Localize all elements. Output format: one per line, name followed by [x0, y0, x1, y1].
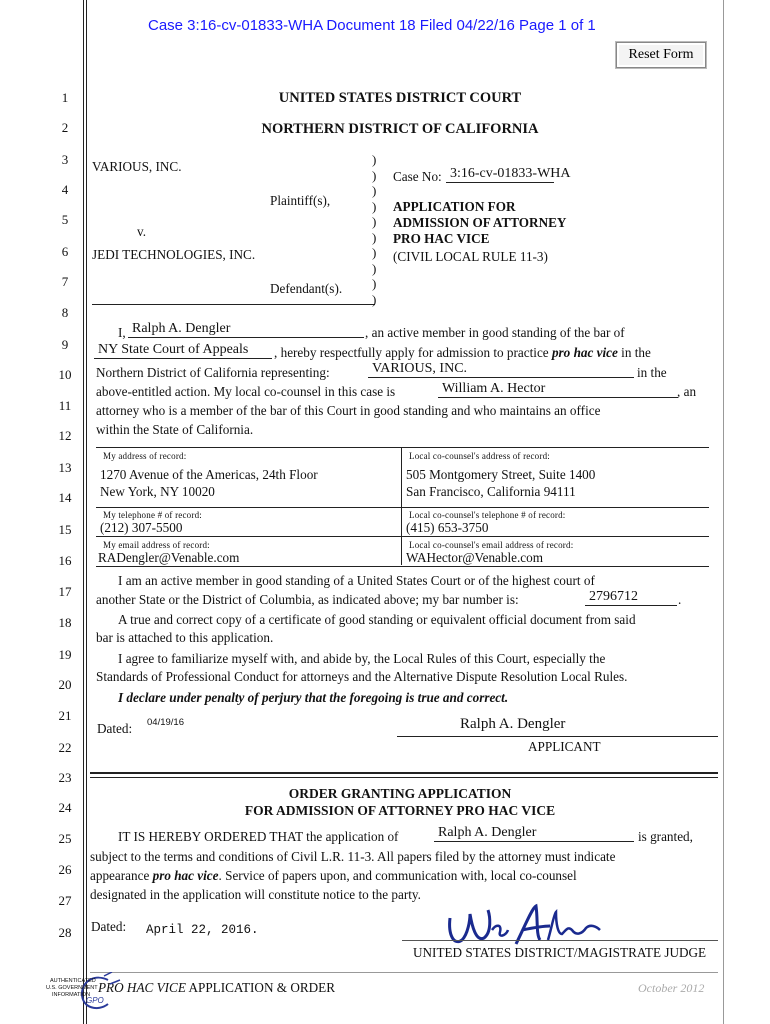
cc-phone-field[interactable]: (415) 653-3750 — [406, 520, 489, 535]
cc-email-label: Local co-counsel's email address of record: — [409, 540, 574, 550]
decl-p2-line1: A true and correct copy of a certificate of good standing or equivalent official document from said — [118, 612, 636, 627]
footer-right: October 2012 — [638, 981, 705, 995]
line-number: 24 — [58, 800, 72, 815]
court-name: UNITED STATES DISTRICT COURT — [278, 90, 522, 106]
representing-suffix: in the — [637, 365, 667, 380]
court-district: NORTHERN DISTRICT OF CALIFORNIA — [261, 121, 539, 137]
applicant-name-field[interactable]: Ralph A. Dengler — [128, 321, 364, 338]
within-line: within the State of California. — [96, 422, 254, 437]
case-no-label: Case No: — [393, 169, 442, 184]
applicant-signature-line — [397, 736, 718, 737]
line-number: 1 — [61, 90, 69, 105]
plaintiff-name: VARIOUS, INC. — [92, 159, 182, 174]
gpo-authentication-seal — [46, 972, 126, 1014]
table-top-rule — [96, 447, 709, 448]
line-number: 12 — [58, 428, 72, 443]
line-number: 11 — [58, 398, 72, 413]
cc-address-line2[interactable]: San Francisco, California 94111 — [406, 484, 576, 499]
cocounsel-suffix: , an — [677, 384, 697, 399]
line-number: 21 — [58, 708, 72, 723]
order-dated-label: Dated: — [91, 919, 127, 934]
applicant-label: APPLICANT — [528, 739, 601, 754]
decl-p3-line2: Standards of Professional Conduct for attorneys and the Alternative Dispute Resolution Local Rules. — [96, 669, 628, 684]
my-phone-label: My telephone # of record: — [103, 510, 202, 520]
caption-title-2: ADMISSION OF ATTORNEY — [393, 215, 567, 230]
gpo-text-1: AUTHENTICATED — [50, 978, 96, 984]
order-line3: appearance pro hac vice. Service of papers upon, and communication with, local co-counsel — [90, 868, 577, 883]
bar-number-field[interactable]: 2796712 — [585, 589, 677, 606]
line-number: 7 — [61, 274, 69, 289]
order-dated-value[interactable]: April 22, 2016. — [146, 923, 259, 937]
defendant-label: Defendant(s). — [270, 281, 343, 296]
caption-title-3: PRO HAC VICE — [393, 231, 490, 246]
line-number: 6 — [61, 244, 69, 259]
order-line1-suffix: is granted, — [638, 829, 693, 844]
member-text: , an active member in good standing of the bar of — [365, 325, 625, 340]
order-rule-bottom — [90, 777, 718, 778]
caption-title-4: (CIVIL LOCAL RULE 11-3) — [393, 249, 548, 264]
line-number: 25 — [58, 831, 72, 846]
cc-phone-label: Local co-counsel's telephone # of record: — [409, 510, 566, 520]
left-margin-rule-inner — [86, 0, 87, 1024]
bar-of-field[interactable]: NY State Court of Appeals — [94, 342, 272, 359]
cocounsel-prefix: above-entitled action. My local co-counsel in this case is — [96, 384, 396, 399]
decl-p3-line1: I agree to familiarize myself with, and abide by, the Local Rules of this Court, especially the — [118, 651, 606, 666]
line-number: 2 — [61, 120, 69, 135]
line-number: 26 — [58, 862, 72, 877]
decl-p1-line1: I am an active member in good standing of a United States Court or of the highest court of — [118, 573, 595, 588]
attorney-line: attorney who is a member of the bar of this Court in good standing and who maintains an office — [96, 403, 601, 418]
representing-prefix: Northern District of California representing: — [96, 365, 330, 380]
order-line4: designated in the application will constitute notice to the party. — [90, 887, 421, 902]
case-stamp: Case 3:16-cv-01833-WHA Document 18 Filed 04/22/16 Page 1 of 1 — [148, 17, 596, 34]
gpo-mark: GPO — [86, 996, 104, 1005]
cc-email-field[interactable]: WAHector@Venable.com — [406, 550, 544, 565]
line-number: 23 — [58, 770, 72, 785]
line-number: 4 — [61, 182, 69, 197]
order-title-2: FOR ADMISSION OF ATTORNEY PRO HAC VICE — [244, 803, 556, 818]
apply-text: , hereby respectfully apply for admission to practice pro hac vice in the — [274, 345, 651, 360]
my-email-label: My email address of record: — [103, 540, 210, 550]
right-margin-rule — [723, 0, 724, 1024]
i-prefix: I, — [118, 325, 126, 340]
footer-rule — [90, 972, 718, 973]
line-number: 15 — [58, 522, 72, 537]
footer-left: PRO HAC VICE APPLICATION & ORDER — [98, 980, 336, 995]
judge-label: UNITED STATES DISTRICT/MAGISTRATE JUDGE — [413, 945, 707, 960]
order-applicant-field[interactable]: Ralph A. Dengler — [434, 825, 634, 842]
line-number: 22 — [58, 740, 72, 755]
line-number: 20 — [58, 677, 72, 692]
defendant-name: JEDI TECHNOLOGIES, INC. — [92, 247, 256, 262]
applicant-dated-label: Dated: — [97, 721, 133, 736]
line-number: 14 — [58, 490, 72, 505]
table-bottom-rule — [96, 566, 709, 567]
judge-signature — [440, 900, 610, 950]
order-title-1: ORDER GRANTING APPLICATION — [288, 786, 512, 801]
order-line2: subject to the terms and conditions of Civil L.R. 11-3. All papers filed by the attorney must indicate — [90, 849, 616, 864]
my-address-label: My address of record: — [103, 451, 187, 461]
my-email-field[interactable]: RADengler@Venable.com — [98, 550, 240, 565]
judge-signature-line — [402, 940, 718, 941]
order-line1-prefix: IT IS HEREBY ORDERED THAT the application of — [118, 829, 399, 844]
line-number: 28 — [58, 925, 72, 940]
line-number: 17 — [58, 584, 72, 599]
case-no-field[interactable]: 3:16-cv-01833-WHA — [446, 166, 554, 183]
cc-address-line1[interactable]: 505 Montgomery Street, Suite 1400 — [406, 467, 596, 482]
line-number: 13 — [58, 460, 72, 475]
decl-p1-line2: another State or the District of Columbia, as indicated above; my bar number is: — [96, 592, 519, 607]
representing-field[interactable]: VARIOUS, INC. — [368, 361, 634, 378]
cocounsel-field[interactable]: William A. Hector — [438, 381, 678, 398]
line-number: 5 — [61, 212, 69, 227]
decl-p1-suffix: . — [678, 592, 682, 607]
plaintiff-label: Plaintiff(s), — [270, 193, 331, 208]
line-number: 9 — [61, 337, 69, 352]
reset-form-button[interactable]: Reset Form — [616, 42, 706, 68]
my-address-line2[interactable]: New York, NY 10020 — [100, 484, 215, 499]
line-number: 3 — [61, 152, 69, 167]
order-rule-top — [90, 772, 718, 774]
applicant-signature[interactable]: Ralph A. Dengler — [460, 716, 566, 732]
perjury-statement: I declare under penalty of perjury that the foregoing is true and correct. — [118, 690, 509, 705]
table-divider — [401, 447, 402, 565]
caption-bottom-rule — [92, 304, 375, 305]
line-number: 10 — [58, 367, 72, 382]
decl-p2-line2: bar is attached to this application. — [96, 630, 274, 645]
cc-address-label: Local co-counsel's address of record: — [409, 451, 550, 461]
table-rule-email — [96, 536, 709, 537]
gpo-text-3: INFORMATION — [52, 992, 91, 998]
my-phone-field[interactable]: (212) 307-5500 — [100, 520, 183, 535]
my-address-line1[interactable]: 1270 Avenue of the Americas, 24th Floor — [100, 467, 318, 482]
line-number: 27 — [58, 893, 72, 908]
table-rule-phone — [96, 507, 709, 508]
line-number: 8 — [61, 305, 69, 320]
caption-title-1: APPLICATION FOR — [393, 199, 516, 214]
applicant-dated-value[interactable]: 04/19/16 — [147, 717, 184, 728]
gpo-text-2: U.S. GOVERNMENT — [46, 985, 98, 991]
caption-parens: ) ) ) ) ) ) ) ) ) ) — [372, 152, 377, 307]
line-number: 19 — [58, 647, 72, 662]
versus: v. — [137, 224, 147, 239]
line-number: 18 — [58, 615, 72, 630]
line-number: 16 — [58, 553, 72, 568]
